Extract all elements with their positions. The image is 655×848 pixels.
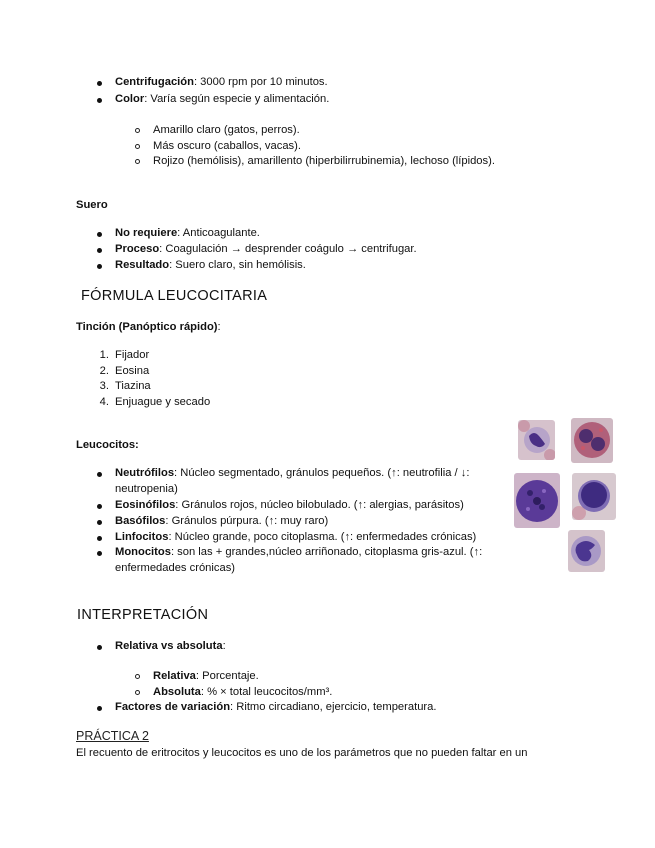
interpretacion-heading: INTERPRETACIÓN: [77, 607, 209, 623]
list-item: Eosinófilos: Gránulos rojos, núcleo bilobulado. (↑: alergias, parásitos): [115, 499, 464, 511]
list-item: Factores de variación: Ritmo circadiano, ejercicio, temperatura.: [115, 701, 437, 713]
sub-list-item: Relativa: Porcentaje.: [153, 670, 259, 682]
list-item-continuation: neutropenia): [115, 483, 178, 495]
practica-paragraph: El recuento de eritrocitos y leucocitos es uno de los parámetros que no pueden faltar en un: [76, 747, 528, 759]
neutrophil-image: [518, 420, 555, 460]
step-text: Fijador: [115, 349, 150, 361]
sub-bullet: [135, 690, 140, 695]
sub-bullet: [135, 159, 140, 164]
bullet: [97, 264, 102, 269]
bullet: [97, 536, 102, 541]
practica-title[interactable]: PRÁCTICA 2: [76, 729, 149, 743]
bullet: [97, 645, 102, 650]
bullet: [97, 472, 102, 477]
list-item: Neutrófilos: Núcleo segmentado, gránulos pequeños. (↑: neutrofilia / ↓:: [115, 467, 470, 479]
list-item: No requiere: Anticoagulante.: [115, 227, 260, 239]
tincion-label: Tinción (Panóptico rápido):: [76, 321, 221, 333]
monocyte-image: [568, 530, 605, 572]
bullet: [97, 520, 102, 525]
bullet: [97, 81, 102, 86]
list-item: Resultado: Suero claro, sin hemólisis.: [115, 259, 306, 271]
sub-list-item: Rojizo (hemólisis), amarillento (hiperbilirrubinemia), lechoso (lípidos).: [153, 155, 495, 167]
formula-heading: FÓRMULA LEUCOCITARIA: [81, 288, 268, 304]
leucocitos-heading: Leucocitos:: [76, 439, 139, 451]
sub-bullet: [135, 144, 140, 149]
bullet: [97, 504, 102, 509]
list-item: Monocitos: son las + grandes,núcleo arriñonado, citoplasma gris-azul. (↑:: [115, 546, 483, 558]
suero-heading: Suero: [76, 199, 108, 211]
eosinophil-image: [571, 418, 613, 463]
step-number: 2.: [99, 365, 109, 377]
bullet: [97, 98, 102, 103]
step-text: Eosina: [115, 365, 150, 377]
step-number: 4.: [99, 396, 109, 408]
lymphocyte-image: [572, 473, 616, 520]
list-item: Proceso: Coagulación → desprender coágulo → centrifugar.: [115, 243, 417, 255]
list-item: Relativa vs absoluta:: [115, 640, 226, 652]
bullet: [97, 232, 102, 237]
sub-list-item: Amarillo claro (gatos, perros).: [153, 124, 300, 136]
sub-list-item: Absoluta: % × total leucocitos/mm³.: [153, 686, 333, 698]
list-item-continuation: enfermedades crónicas): [115, 562, 236, 574]
sub-bullet: [135, 128, 140, 133]
sub-bullet: [135, 674, 140, 679]
bullet: [97, 248, 102, 253]
basophil-image: [514, 473, 560, 528]
list-item: Linfocitos: Núcleo grande, poco citoplasma. (↑: enfermedades crónicas): [115, 531, 477, 543]
step-text: Tiazina: [115, 380, 151, 392]
bullet: [97, 551, 102, 556]
step-number: 1.: [99, 349, 109, 361]
sub-list-item: Más oscuro (caballos, vacas).: [153, 140, 301, 152]
list-item: Centrifugación: 3000 rpm por 10 minutos.: [115, 76, 328, 88]
bullet: [97, 706, 102, 711]
step-number: 3.: [99, 380, 109, 392]
list-item: Basófilos: Gránulos púrpura. (↑: muy raro): [115, 515, 329, 527]
step-text: Enjuague y secado: [115, 396, 211, 408]
list-item: Color: Varía según especie y alimentación.: [115, 93, 330, 105]
